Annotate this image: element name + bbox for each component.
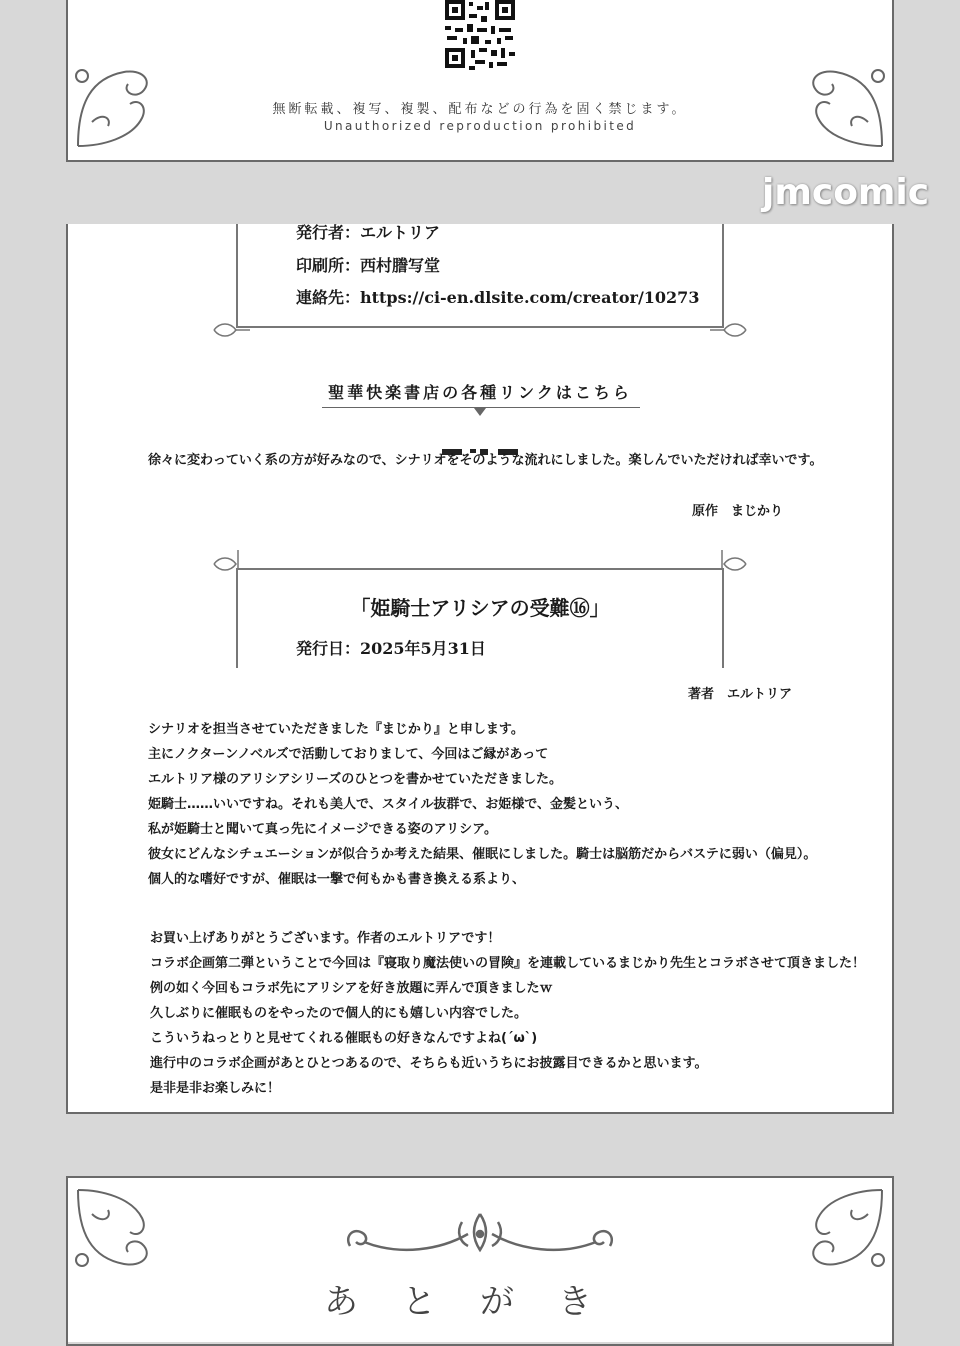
printer-line: 印刷所：西村謄写堂 (296, 256, 441, 275)
note-line: 個人的な嗜好ですが、催眠は一撃で何もかも書き換える系より、 (148, 872, 526, 887)
note-line: コラボ企画第二弾ということで今回は『寝取り魔法使いの冒険』を連載しているまじかり先生とコラボさせて頂きました！ (150, 956, 866, 971)
note-line: 是非是非お楽しみに！ (150, 1081, 281, 1096)
publish-date-line: 発行日：2025年5月31日 (296, 639, 486, 658)
publisher-line: 発行者：エルトリア (296, 223, 441, 242)
links-heading: 聖華快楽書店の各種リンクはこちら (328, 383, 632, 402)
corner-ornament-icon (792, 1184, 888, 1274)
book-title: 「姫騎士アリシアの受難⑯」 (350, 596, 610, 620)
note-line: シナリオを担当させていただきました『まじかり』と申します。 (148, 722, 524, 737)
qr-fragment (442, 440, 518, 446)
title-flourish-icon (340, 1206, 620, 1262)
watermark-logo: jmcomic (762, 172, 930, 213)
qr-code (441, 0, 519, 72)
copyright-notice-japanese: 無断転載、複写、複製、配布などの行為を固く禁じます。 (272, 102, 688, 117)
afterword-title: あとがき (324, 1282, 636, 1322)
note-line: エルトリア様のアリシアシリーズのひとつを書かせていただきました。 (148, 772, 563, 787)
note-line: 彼女にどんなシチュエーションが似合うか考えた結果、催眠にしました。騎士は脳筋だからバステに弱い（偏見）。 (148, 847, 817, 862)
original-author-sign: 原作 まじかり (692, 504, 784, 519)
links-heading-pointer-icon (474, 408, 486, 416)
author-sign: 著者 エルトリア (688, 687, 793, 702)
note-line: 主にノクターンノベルズで活動しておりまして、今回はご縁があって (148, 747, 549, 762)
copyright-notice-english: Unauthorized reproduction prohibited (323, 119, 637, 133)
colophon-box-top-rule (236, 568, 724, 570)
note-line: 例の如く今回もコラボ先にアリシアを好き放題に弄んで頂きましたｗ (150, 981, 553, 996)
note-line: 久しぶりに催眠ものをやったので個人的にも嬉しい内容でした。 (150, 1006, 528, 1021)
flourish-right-icon (710, 318, 750, 342)
note-line: こういうねっとりと見せてくれる催眠もの好きなんですよね(´ω`) (150, 1031, 538, 1046)
flourish-right-icon (710, 546, 750, 576)
note-line: 姫騎士……いいですね。それも美人で、スタイル抜群で、お姫様で、金髪という、 (148, 797, 628, 812)
note-line: 進行中のコラボ企画があとひとつあるので、そちらも近いうちにお披露目できるかと思います。 (150, 1056, 708, 1071)
contact-line: 連絡先：https://ci-en.dlsite.com/creator/10273 (296, 288, 700, 307)
flourish-left-icon (210, 546, 250, 576)
original-author-note: 徐々に変わっていく系の方が好みなので、シナリオをそのような流れにしました。楽しんでいただければ幸いです。 (148, 453, 823, 468)
note-line: 私が姫騎士と聞いて真っ先にイメージできる姿のアリシア。 (148, 822, 498, 837)
corner-ornament-icon (72, 1184, 168, 1274)
note-line: お買い上げありがとうございます。作者のエルトリアです！ (150, 931, 501, 946)
flourish-left-icon (210, 318, 250, 342)
